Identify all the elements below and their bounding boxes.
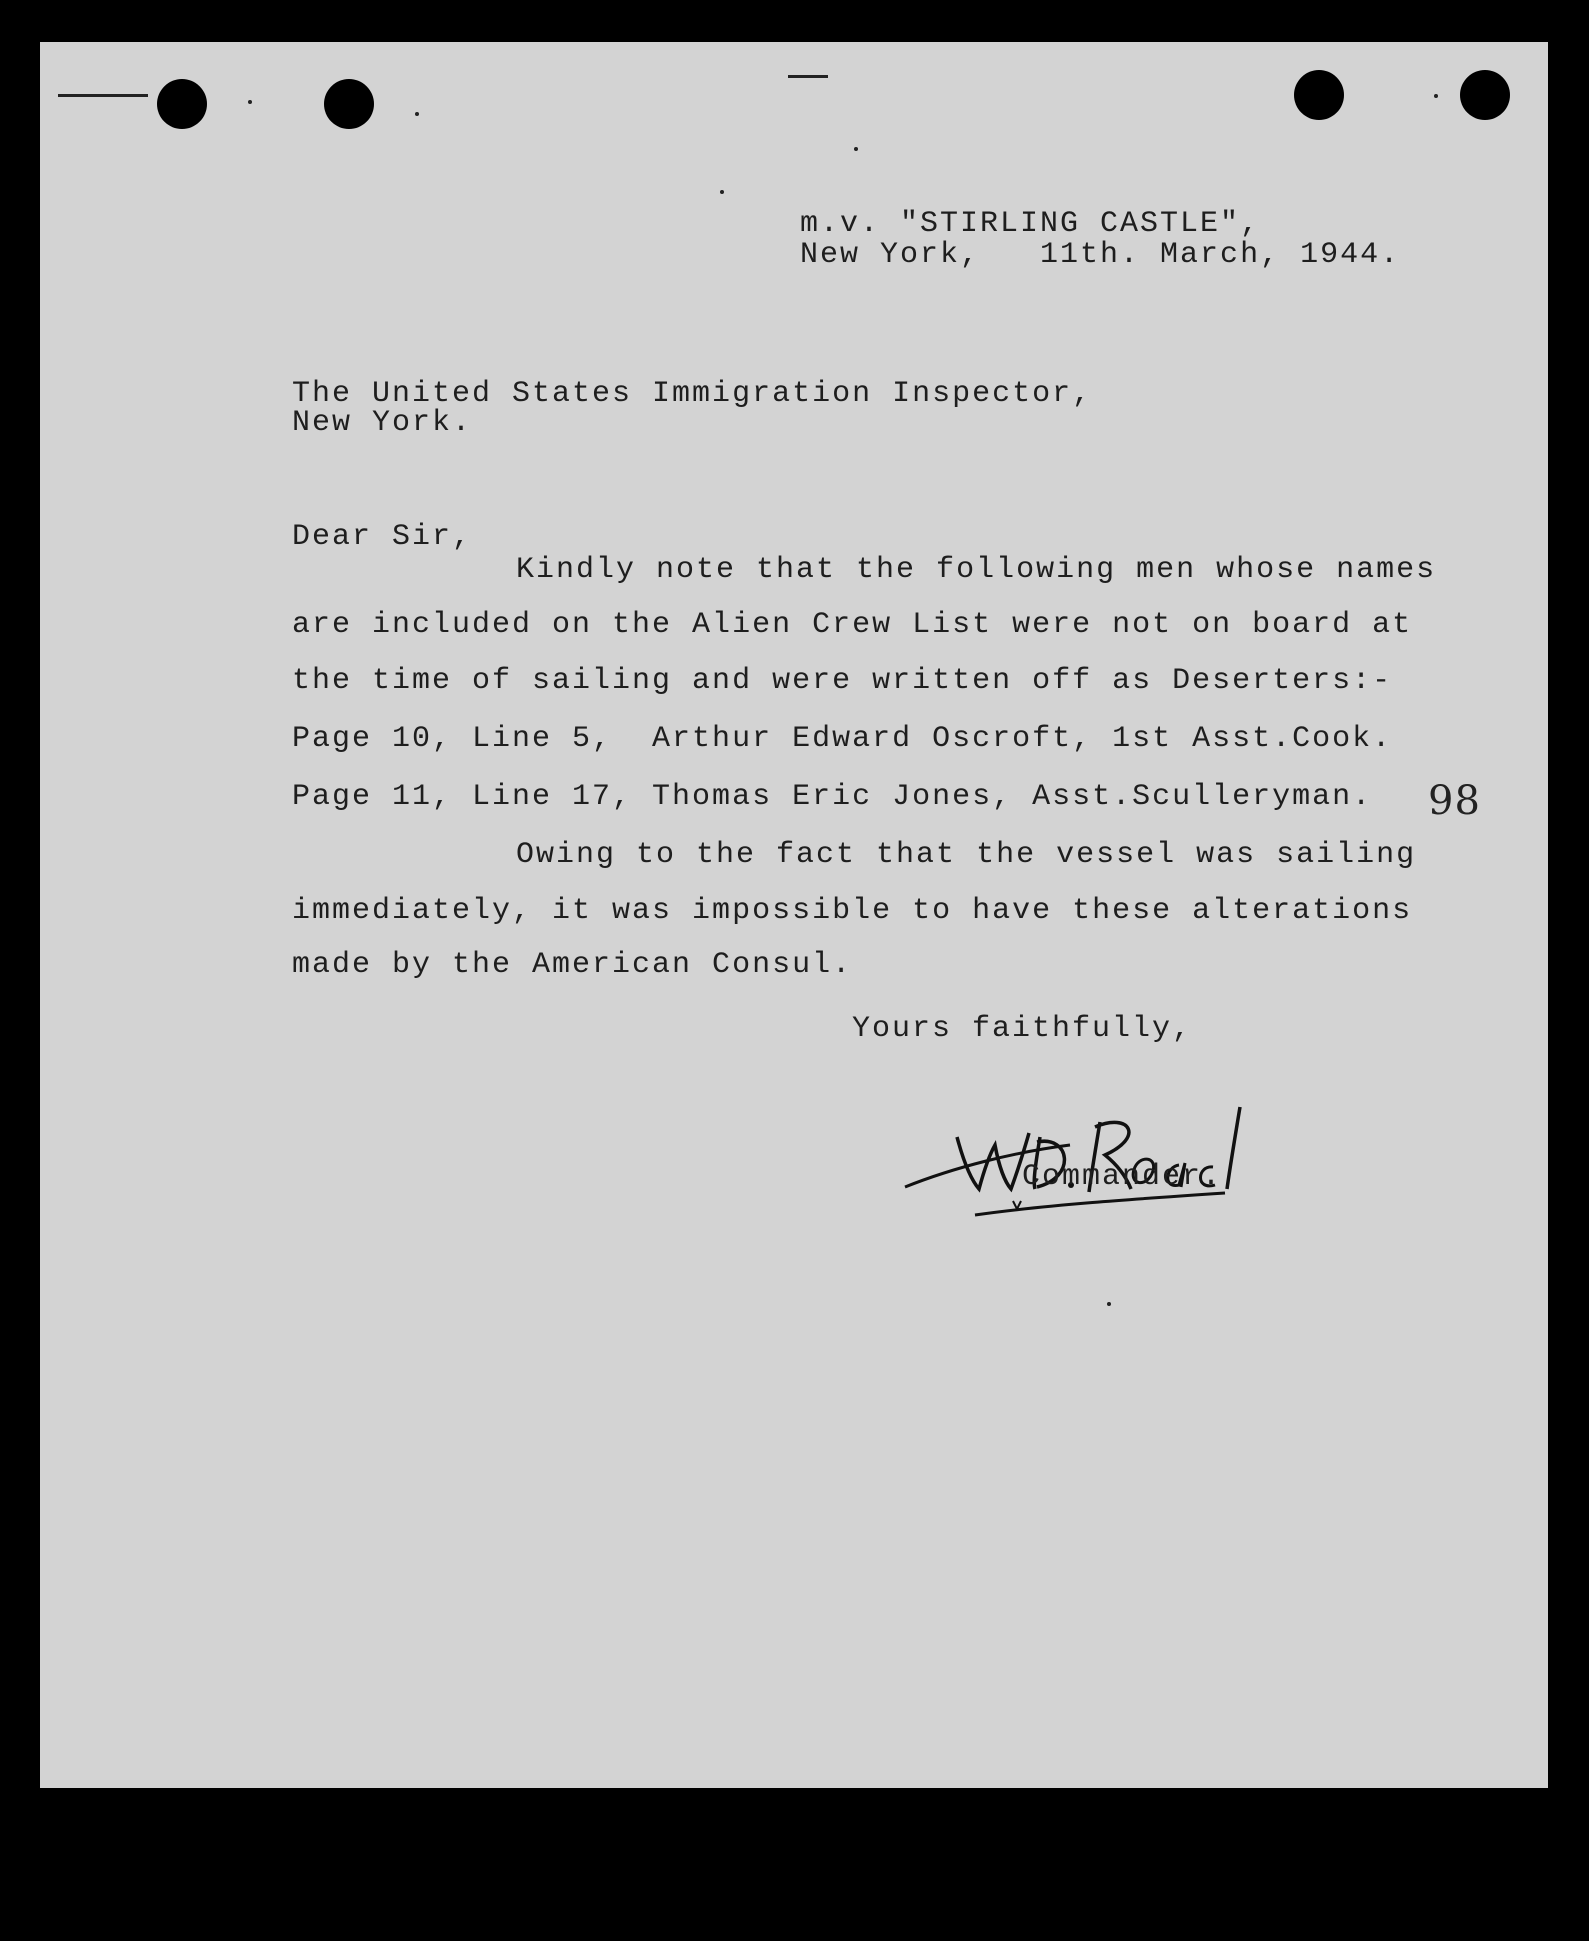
- body-line: immediately, it was impossible to have these alterations: [292, 894, 1413, 928]
- punch-hole: [1294, 70, 1344, 120]
- scan-mark: [58, 94, 148, 97]
- body-line: Owing to the fact that the vessel was sailing: [516, 838, 1417, 872]
- body-line: the time of sailing and were written off as Deserters:-: [292, 664, 1393, 698]
- body-line: Kindly note that the following men whose names: [516, 553, 1437, 587]
- salutation: Dear Sir,: [292, 520, 473, 554]
- scan-mark: [1434, 94, 1438, 98]
- punch-hole: [324, 79, 374, 129]
- place-date-line: New York, 11th. March, 1944.: [800, 238, 1401, 272]
- scan-mark: [1107, 1302, 1111, 1306]
- letter-page: [40, 42, 1548, 1788]
- scan-mark: [854, 147, 858, 151]
- scan-mark: [248, 100, 252, 104]
- closing: Yours faithfully,: [852, 1012, 1193, 1046]
- scan-mark: [720, 190, 724, 194]
- deserter-entry-1: Page 10, Line 5, Arthur Edward Oscroft, 1st Asst.Cook.: [292, 722, 1393, 756]
- addressee-line-2: New York.: [292, 406, 473, 440]
- punch-hole: [1460, 70, 1510, 120]
- addressee-line-1: The United States Immigration Inspector,: [292, 377, 1093, 411]
- scan-mark: [415, 112, 419, 116]
- page-number: 98: [1428, 778, 1481, 824]
- body-line: made by the American Consul.: [292, 948, 853, 982]
- punch-hole: [157, 79, 207, 129]
- signatory-title: Commander.: [1022, 1160, 1223, 1194]
- handwritten-signature: [895, 1097, 1255, 1217]
- body-line: are included on the Alien Crew List were not on board at: [292, 608, 1413, 642]
- deserter-entry-2: Page 11, Line 17, Thomas Eric Jones, Asst.Sculleryman.: [292, 780, 1373, 814]
- ship-name-line: m.v. "STIRLING CASTLE",: [800, 207, 1261, 241]
- scan-mark: [788, 75, 828, 78]
